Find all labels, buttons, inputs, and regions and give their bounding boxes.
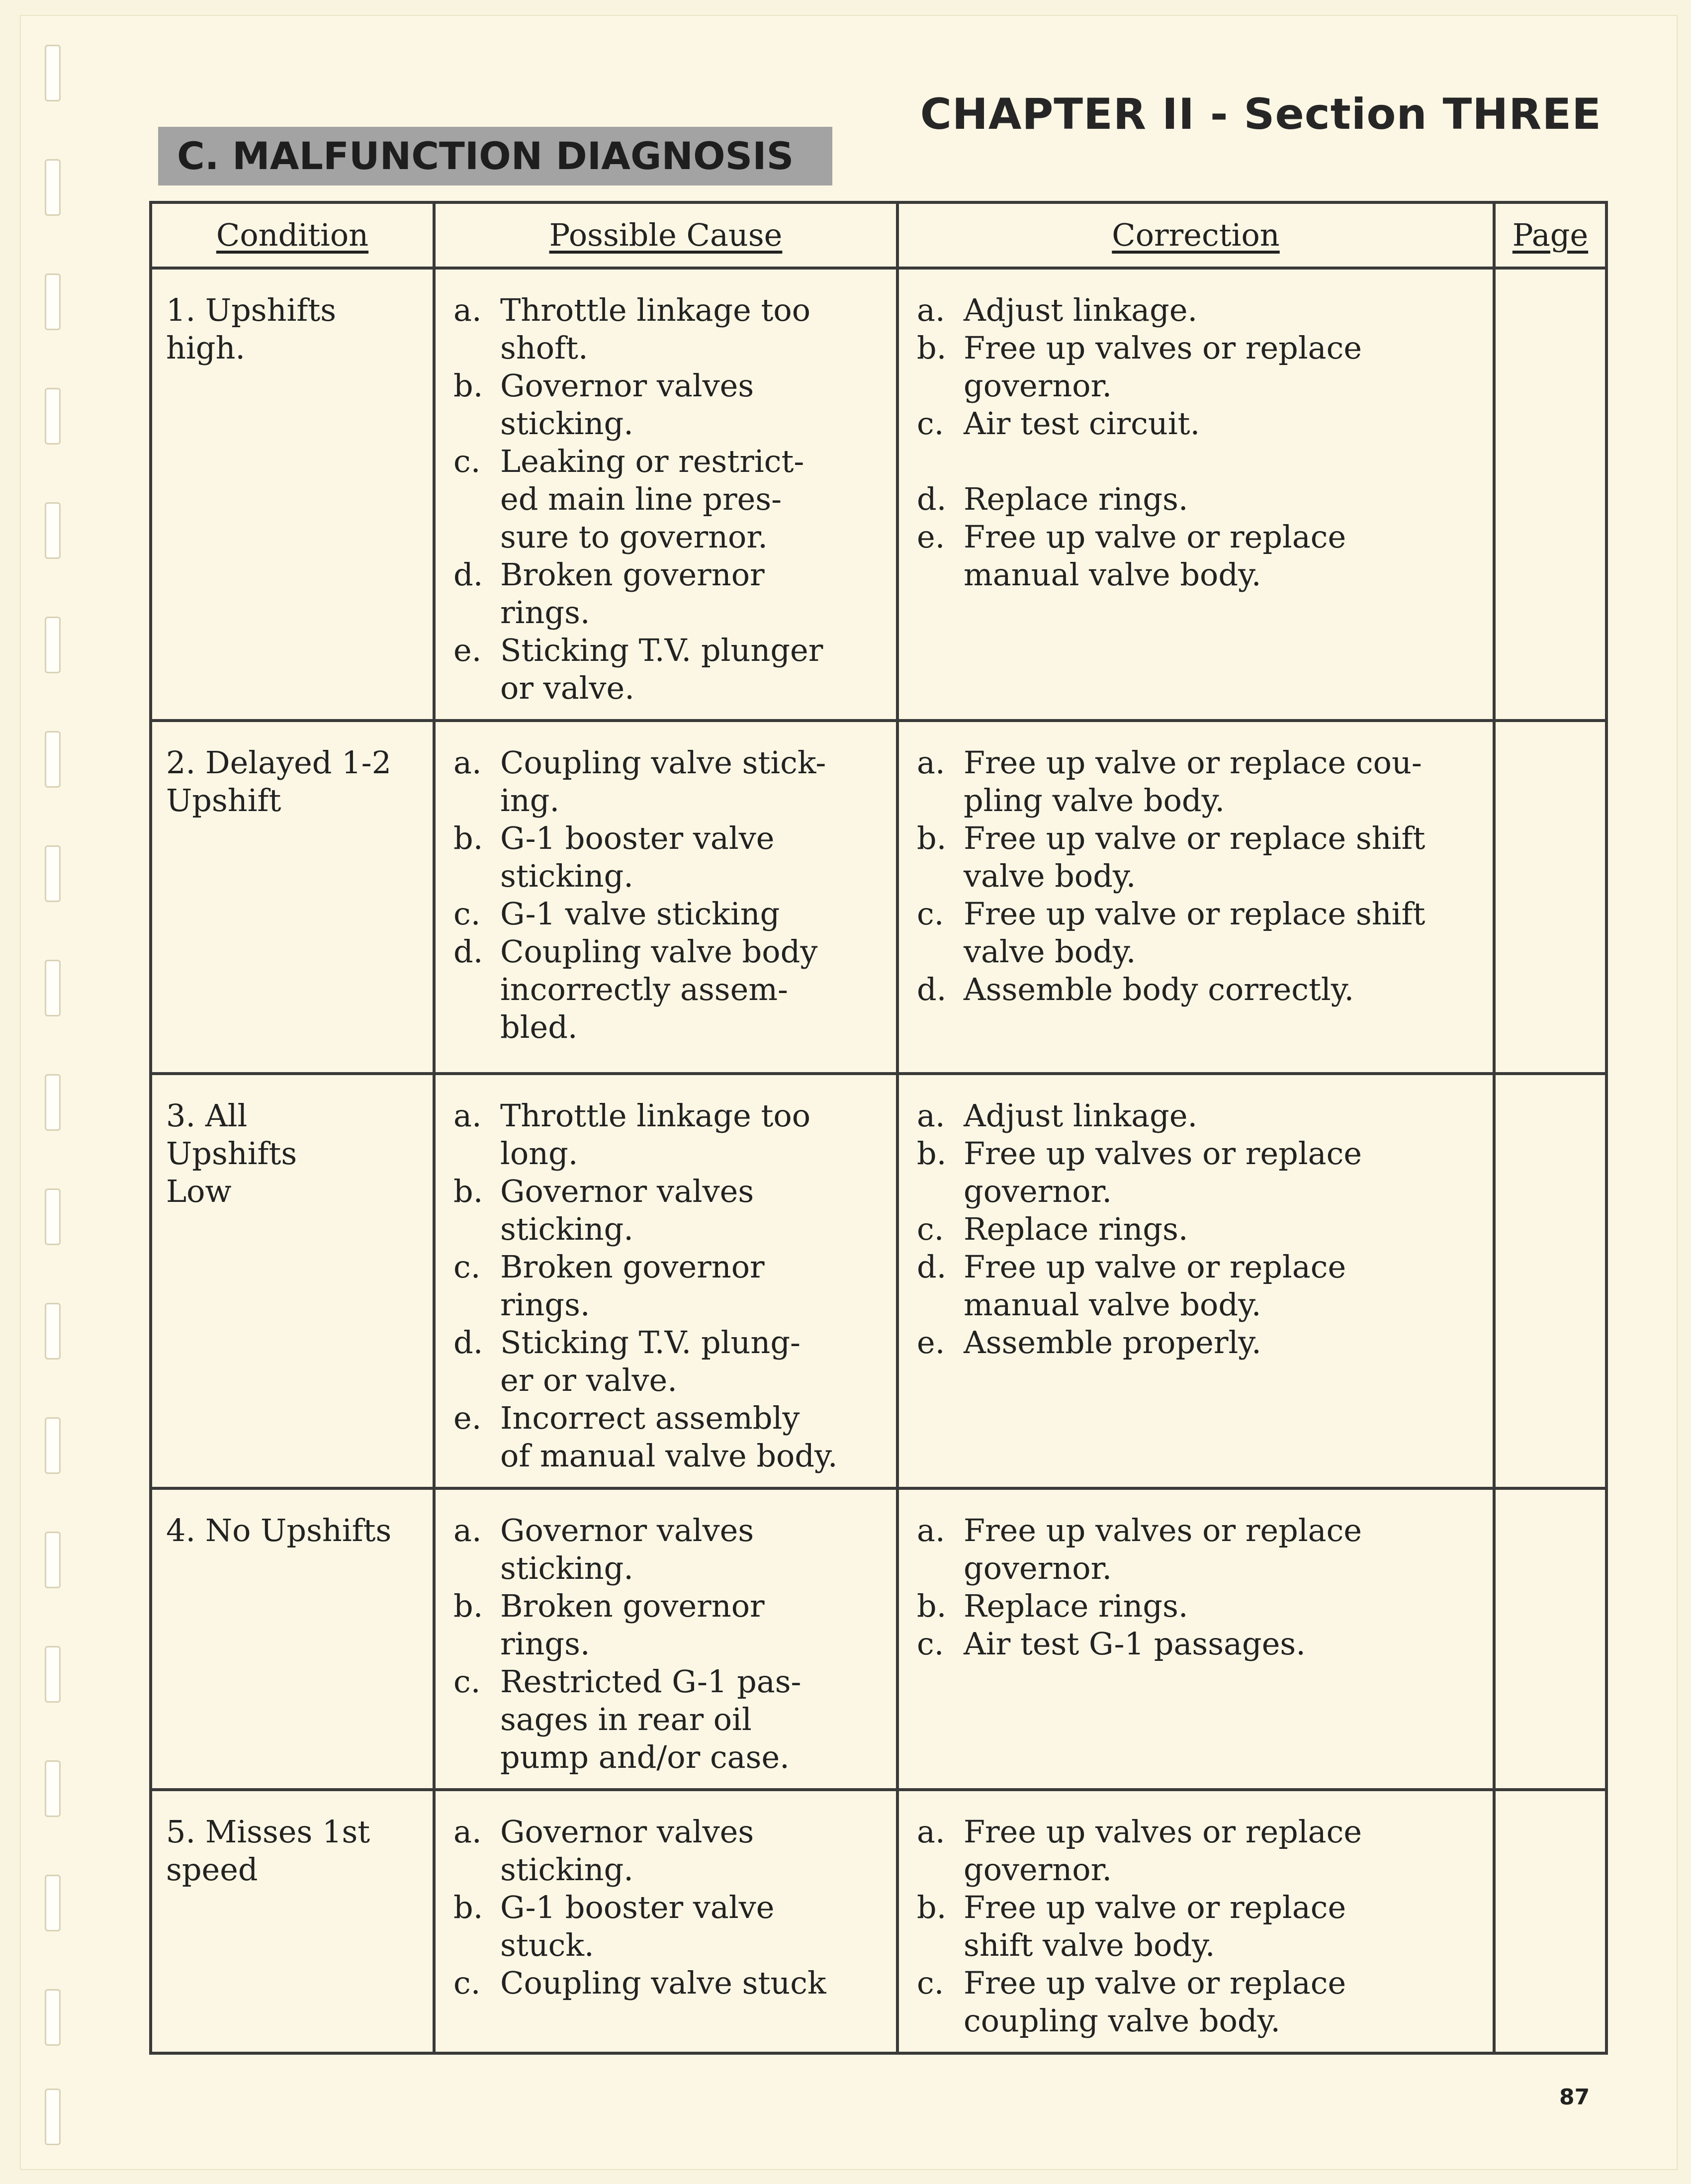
- table-row: [151, 721, 1606, 1074]
- possible-cause-item: [449, 1889, 882, 1964]
- table-body: [151, 268, 1606, 2053]
- item-letter: a.: [453, 292, 482, 328]
- correction-item: [913, 1964, 1479, 2040]
- item-text: Free up valve or replace cou- pling valve body.: [964, 744, 1422, 819]
- item-text: Replace rings.: [964, 1211, 1188, 1247]
- page-cell: [1494, 1074, 1606, 1488]
- item-letter: a.: [917, 744, 945, 781]
- item-text: G-1 booster valve sticking.: [500, 820, 775, 894]
- correction-cell: [897, 268, 1494, 721]
- binder-hole: [45, 45, 61, 101]
- possible-cause-item: [449, 632, 882, 707]
- condition-text: 4. No Upshifts: [166, 1512, 392, 1548]
- possible-cause-item: [449, 443, 882, 556]
- binder-hole: [45, 1989, 61, 2046]
- table-row: [151, 1488, 1606, 1790]
- item-letter: b.: [917, 330, 947, 366]
- item-letter: a.: [453, 1814, 482, 1850]
- possible-cause-item: [449, 895, 882, 933]
- item-text: Free up valve or replace shift valve body.: [964, 1889, 1346, 1963]
- item-text: Coupling valve stick- ing.: [500, 744, 826, 819]
- table-row: [151, 1790, 1606, 2053]
- page-cell: [1494, 721, 1606, 1074]
- page-number: 87: [1559, 2085, 1590, 2110]
- correction-item: [913, 518, 1479, 594]
- item-letter: d.: [453, 1324, 483, 1361]
- table-row: [151, 268, 1606, 721]
- table-row: [151, 1074, 1606, 1488]
- item-text: Free up valves or replace governor.: [964, 330, 1362, 404]
- item-text: Governor valves sticking.: [500, 1512, 754, 1586]
- correction-item: [913, 1210, 1479, 1248]
- binder-hole: [45, 1074, 61, 1131]
- possible-cause-item: [449, 933, 882, 1046]
- item-text: Free up valves or replace governor.: [964, 1512, 1362, 1586]
- item-text: Sticking T.V. plunger or valve.: [500, 632, 823, 706]
- binder-hole: [45, 731, 61, 788]
- item-letter: e.: [917, 519, 945, 555]
- item-text: Throttle linkage too long.: [500, 1097, 811, 1172]
- column-header-page: Page: [1494, 202, 1606, 268]
- correction-item: [913, 1097, 1479, 1135]
- possible-cause-item: [449, 744, 882, 819]
- possible-cause-item: [449, 1324, 882, 1399]
- possible-cause-item: [449, 556, 882, 632]
- possible-cause-item: [449, 1399, 882, 1475]
- possible-cause-item: [449, 1813, 882, 1889]
- item-text: Governor valves sticking.: [500, 367, 754, 442]
- possible-cause-item: [449, 1964, 882, 2002]
- correction-item: [913, 971, 1479, 1008]
- item-letter: c.: [453, 1249, 481, 1285]
- item-text: Sticking T.V. plung- er or valve.: [500, 1324, 801, 1398]
- possible-cause-cell: [434, 268, 897, 721]
- correction-item: [913, 1324, 1479, 1362]
- item-text: Replace rings.: [964, 481, 1188, 517]
- section-title-banner: C. MALFUNCTION DIAGNOSIS: [158, 127, 832, 185]
- condition-text: 2. Delayed 1-2 Upshift: [166, 744, 392, 819]
- condition-cell: [151, 268, 434, 721]
- item-letter: e.: [453, 632, 482, 668]
- item-text: Free up valve or replace coupling valve body.: [964, 1965, 1346, 2039]
- item-text: Free up valve or replace manual valve body.: [964, 519, 1346, 593]
- binder-hole: [45, 1417, 61, 1474]
- possible-cause-cell: [434, 1790, 897, 2053]
- binder-hole: [45, 1532, 61, 1588]
- item-letter: c.: [917, 1626, 944, 1662]
- item-text: Incorrect assembly of manual valve body.: [500, 1400, 838, 1474]
- binder-hole: [45, 617, 61, 673]
- item-letter: c.: [453, 443, 481, 479]
- item-letter: e.: [917, 1324, 945, 1361]
- item-letter: d.: [453, 933, 483, 970]
- item-letter: a.: [917, 1512, 945, 1548]
- correction-item: [913, 480, 1479, 518]
- possible-cause-item: [449, 1587, 882, 1663]
- column-header-possible-cause: Possible Cause: [434, 202, 897, 268]
- correction-item: [913, 1512, 1479, 1587]
- possible-cause-item: [449, 1663, 882, 1776]
- item-letter: b.: [453, 1588, 483, 1624]
- item-text: Broken governor rings.: [500, 556, 765, 631]
- item-text: Broken governor rings.: [500, 1588, 765, 1662]
- correction-item: [913, 1248, 1479, 1324]
- item-letter: d.: [917, 481, 947, 517]
- correction-item: [913, 1135, 1479, 1210]
- column-header-condition: Condition: [151, 202, 434, 268]
- binder-holes: [45, 45, 65, 2133]
- item-letter: c.: [453, 1663, 481, 1700]
- binder-hole: [45, 1303, 61, 1360]
- item-text: Governor valves sticking.: [500, 1814, 754, 1888]
- possible-cause-item: [449, 819, 882, 895]
- correction-item: [913, 405, 1479, 480]
- item-letter: b.: [917, 1135, 947, 1172]
- item-text: Restricted G-1 pas- sages in rear oil pump and/or case.: [500, 1663, 801, 1775]
- item-letter: e.: [453, 1400, 482, 1436]
- possible-cause-item: [449, 1512, 882, 1587]
- item-letter: c.: [917, 1211, 944, 1247]
- correction-cell: [897, 721, 1494, 1074]
- column-header-correction: Correction: [897, 202, 1494, 268]
- binder-hole: [45, 845, 61, 902]
- item-letter: b.: [917, 1889, 947, 1925]
- item-letter: c.: [453, 1965, 481, 2001]
- condition-text: 1. Upshifts high.: [166, 292, 337, 366]
- correction-item: [913, 1813, 1479, 1889]
- condition-cell: [151, 1790, 434, 2053]
- correction-item: [913, 1587, 1479, 1625]
- item-letter: b.: [453, 1889, 483, 1925]
- condition-text: 5. Misses 1st speed: [166, 1814, 370, 1888]
- correction-cell: [897, 1790, 1494, 2053]
- item-letter: d.: [917, 1249, 947, 1285]
- item-letter: b.: [453, 1173, 483, 1209]
- possible-cause-item: [449, 291, 882, 367]
- item-text: Coupling valve body incorrectly assem- bled.: [500, 933, 818, 1045]
- item-letter: b.: [453, 367, 483, 404]
- possible-cause-cell: [434, 721, 897, 1074]
- item-letter: a.: [917, 1097, 945, 1134]
- item-text: Air test circuit.: [964, 405, 1200, 442]
- page-cell: [1494, 1790, 1606, 2053]
- correction-cell: [897, 1488, 1494, 1790]
- possible-cause-cell: [434, 1074, 897, 1488]
- possible-cause-item: [449, 1097, 882, 1173]
- page-cell: [1494, 1488, 1606, 1790]
- correction-item: [913, 895, 1479, 971]
- binder-hole: [45, 2089, 61, 2145]
- item-text: Air test G-1 passages.: [964, 1626, 1306, 1662]
- binder-hole: [45, 273, 61, 330]
- correction-item: [913, 744, 1479, 819]
- condition-cell: [151, 1074, 434, 1488]
- table-header-row: [151, 202, 1606, 268]
- binder-hole: [45, 1875, 61, 1931]
- item-text: Free up valve or replace shift valve body.: [964, 820, 1425, 894]
- binder-hole: [45, 388, 61, 445]
- item-text: Leaking or restrict- ed main line pres- sure to governor.: [500, 443, 804, 555]
- condition-cell: [151, 721, 434, 1074]
- item-letter: b.: [917, 1588, 947, 1624]
- possible-cause-cell: [434, 1488, 897, 1790]
- possible-cause-item: [449, 1248, 882, 1324]
- item-text: Adjust linkage.: [964, 292, 1198, 328]
- item-text: Free up valves or replace governor.: [964, 1814, 1362, 1888]
- malfunction-diagnosis-table: [149, 201, 1608, 2055]
- item-text: Assemble body correctly.: [964, 971, 1354, 1007]
- condition-text: 3. All Upshifts Low: [166, 1097, 297, 1209]
- item-text: Throttle linkage too shoft.: [500, 292, 811, 366]
- binder-hole: [45, 1760, 61, 1817]
- item-letter: c.: [917, 405, 944, 442]
- chapter-title: CHAPTER II - Section THREE: [920, 90, 1602, 139]
- item-text: Governor valves sticking.: [500, 1173, 754, 1247]
- item-letter: a.: [453, 744, 482, 781]
- item-letter: c.: [917, 1965, 944, 2001]
- binder-hole: [45, 960, 61, 1016]
- correction-item: [913, 291, 1479, 329]
- possible-cause-item: [449, 1173, 882, 1248]
- possible-cause-item: [449, 367, 882, 443]
- binder-hole: [45, 1646, 61, 1703]
- item-text: Assemble properly.: [964, 1324, 1261, 1361]
- item-letter: c.: [917, 896, 944, 932]
- item-text: Coupling valve stuck: [500, 1965, 826, 2001]
- binder-hole: [45, 1188, 61, 1245]
- correction-item: [913, 1625, 1479, 1663]
- item-letter: d.: [453, 556, 483, 593]
- item-text: Free up valves or replace governor.: [964, 1135, 1362, 1209]
- item-letter: a.: [453, 1512, 482, 1548]
- item-text: Adjust linkage.: [964, 1097, 1198, 1134]
- item-text: Free up valve or replace manual valve body.: [964, 1249, 1346, 1323]
- binder-hole: [45, 502, 61, 559]
- correction-item: [913, 1889, 1479, 1964]
- item-text: G-1 valve sticking: [500, 896, 780, 932]
- item-text: G-1 booster valve stuck.: [500, 1889, 775, 1963]
- item-letter: a.: [917, 292, 945, 328]
- item-letter: b.: [453, 820, 483, 856]
- item-letter: a.: [917, 1814, 945, 1850]
- item-letter: d.: [917, 971, 947, 1007]
- item-letter: a.: [453, 1097, 482, 1134]
- item-text: Broken governor rings.: [500, 1249, 765, 1323]
- item-letter: b.: [917, 820, 947, 856]
- binder-hole: [45, 159, 61, 216]
- item-text: Replace rings.: [964, 1588, 1188, 1624]
- correction-cell: [897, 1074, 1494, 1488]
- page-cell: [1494, 268, 1606, 721]
- item-letter: c.: [453, 896, 481, 932]
- correction-item: [913, 329, 1479, 405]
- item-text: Free up valve or replace shift valve body.: [964, 896, 1425, 970]
- correction-item: [913, 819, 1479, 895]
- condition-cell: [151, 1488, 434, 1790]
